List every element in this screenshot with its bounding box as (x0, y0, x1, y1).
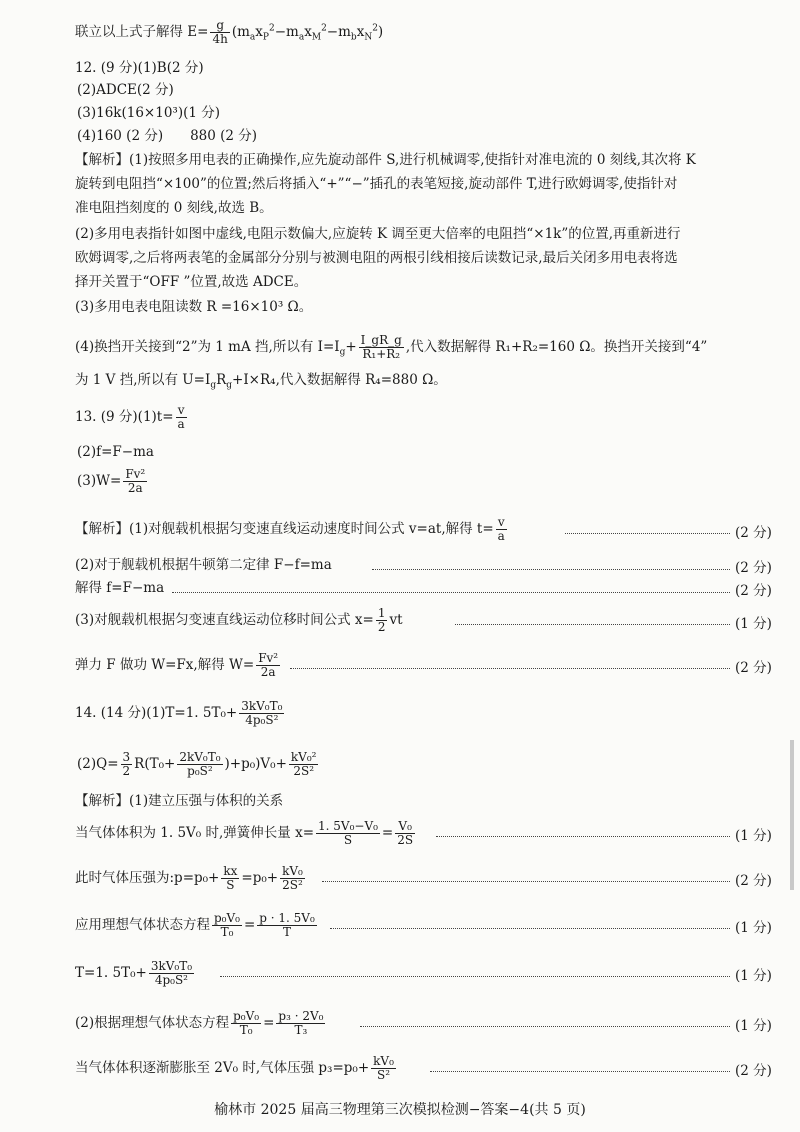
text: =p₀+ (241, 870, 279, 886)
q12-part4: (4)160 (2 分) 880 (2 分) (77, 128, 258, 144)
q13-analysis-5 (75, 652, 282, 679)
score: (2 分) (735, 873, 772, 889)
den: a (177, 417, 185, 431)
num: V₀ (395, 820, 415, 834)
den: 4h (212, 32, 228, 46)
num: 1 (377, 606, 386, 620)
num: kx (223, 864, 238, 878)
score: (1 分) (735, 828, 772, 844)
dot-leader (220, 976, 730, 977)
q12-analysis-3: 准电阻挡刻度的 0 刻线,故选 B。 (75, 200, 273, 216)
num: v (496, 516, 507, 530)
num: 3kV₀T₀ (150, 959, 193, 973)
den: 2S² (293, 764, 315, 778)
frac-kx-s (221, 865, 239, 892)
num: kV₀ (282, 864, 303, 878)
frac-pv-t (212, 912, 242, 939)
q13-analysis-2: (2)对于舰载机根据牛顿第二定律 F−f=ma (75, 557, 332, 573)
num: 1. 5V₀−V₀ (318, 819, 378, 833)
num: kV₀² (290, 750, 317, 764)
den: T (283, 925, 292, 939)
den: 2a (260, 665, 276, 679)
text: ,代入数据解得 R₁+R₂=160 Ω。换挡开关接到“4” (405, 339, 708, 355)
score: (2 分) (735, 1063, 772, 1079)
den: R₁+R₂ (362, 347, 401, 361)
dot-leader (372, 569, 730, 570)
den: 2S (397, 833, 414, 847)
q12-analysis-6: 择开关置于“OFF ”位置,故选 ADCE。 (75, 274, 308, 290)
num: g (210, 19, 229, 33)
text: 14. (14 分)(1)T=1. 5T₀+ (75, 705, 238, 721)
q12-analysis-8: (4)换挡开关接到“2”为 1 mA 挡,所以有 $I=I_g+$ $\frac{I\_gR\_g}{\text{R₁+R₂}}$ ,代入数据解得 R₁+R₂=160 Ω。换挡开关接到“4” (75, 333, 708, 361)
frac-v-a (496, 516, 507, 543)
q14-analysis-2: 当气体体积为 1. 5V₀ 时,弹簧伸长量 x= $\frac{\text{1. 5V₀−V₀}}{S}$ = $\frac{\text{V₀}}{2S}$ (75, 819, 414, 847)
dot-leader (290, 668, 730, 669)
text: 为 1 V 挡,所以有 U=I (75, 372, 211, 388)
frac-p15-t (257, 912, 317, 939)
q12-header: 12. (9 分)(1)B(2 分) (75, 60, 204, 76)
num: p · 1. 5V₀ (259, 911, 315, 925)
q14-analysis-1: 【解析】(1)建立压强与体积的关系 (75, 793, 284, 809)
text: (2)Q= (77, 756, 119, 772)
frac-kv-2s2 (280, 865, 305, 892)
dot-leader (172, 592, 730, 593)
q12-analysis-7: (3)多用电表电阻读数 R =16×10³ Ω。 (75, 299, 313, 315)
den: S (226, 878, 235, 892)
text: x (255, 24, 263, 40)
text: (2)根据理想气体状态方程 (75, 1015, 230, 1031)
q11-conclusion: 联立以上式子解得 E= $\frac{g}{4h}$ $(m_ax_P^2-m_ax_M^2-m_bx_N^2)$ (75, 18, 384, 46)
den: p₀S² (187, 764, 213, 778)
text: (3)对舰载机根据匀变速直线运动位移时间公式 x= (75, 612, 374, 628)
q14-part2 (77, 751, 320, 778)
q14-analysis-3 (75, 865, 307, 892)
frac-fv2-2a (123, 468, 147, 495)
den: S (343, 833, 353, 847)
frac-ir (359, 334, 404, 361)
num: p₀V₀ (214, 911, 240, 925)
q12-analysis-9: 为 1 V 挡,所以有 $U=I_gR_g+I\times R_4$,代入数据解得 R₄=880 Ω。 (75, 372, 447, 391)
frac-3kvt (149, 960, 194, 987)
frac-x (316, 820, 380, 847)
den: T₃ (294, 1023, 308, 1037)
dot-leader (430, 1071, 730, 1072)
den: T₀ (239, 1023, 253, 1037)
q13-part3 (77, 468, 149, 495)
text: 此时气体压强为:p=p₀+ (75, 870, 220, 886)
text: T=1. 5T₀+ (75, 965, 147, 981)
text: (4)换挡开关接到“2”为 1 mA 挡,所以有 I=I (75, 339, 340, 355)
q13-header (75, 404, 189, 431)
num: 2kV₀T₀ (179, 750, 221, 764)
score: (2 分) (735, 560, 772, 576)
score: (1 分) (735, 920, 772, 936)
frac-fv2-2a (256, 652, 280, 679)
q14-header (75, 700, 286, 727)
num: 3kV₀T₀ (241, 699, 283, 713)
dot-leader (436, 836, 730, 837)
text: 联立以上式子解得 E= (75, 24, 209, 40)
num: 3 (122, 750, 131, 764)
den: 2 (122, 764, 131, 778)
num: p₀V₀ (233, 1009, 260, 1023)
q12-part3: (3)16k(16×10³)(1 分) (77, 105, 221, 121)
score: (1 分) (735, 1018, 772, 1034)
q12-analysis-4: (2)多用电表指针如图中虚线,电阻示数偏大,应旋转 K 调至更大倍率的电阻挡“×1k”的位置,再重新进行 (75, 226, 681, 242)
num: Fv² (258, 651, 279, 665)
q13-analysis-4: (3)对舰载机根据匀变速直线运动位移时间公式 x= $\frac{1}{2}$ vt (75, 606, 403, 634)
den: 4p₀S² (245, 713, 279, 727)
den: 2S² (282, 878, 303, 892)
text: R(T₀+ (134, 756, 176, 772)
den: T₀ (220, 925, 234, 939)
frac-kv2 (289, 751, 319, 778)
frac-g-4h (210, 19, 229, 46)
num: v (176, 404, 187, 418)
q13-part2: (2)f=F−ma (77, 444, 154, 460)
frac-2kvt (177, 751, 222, 778)
num: Fv² (125, 467, 146, 481)
num: kV₀ (373, 1054, 394, 1068)
q12-analysis-2: 旋转到电阻挡“×100”的位置;然后将插入“+”“−”插孔的表笔短接,旋动部件 T,进行欧姆调零,使指针对 (75, 176, 678, 192)
dot-leader (330, 928, 730, 929)
frac-3-2 (121, 751, 133, 778)
frac-p3-t3 (276, 1010, 325, 1037)
num: p₃ · 2V₀ (278, 1009, 324, 1023)
den: 2a (127, 481, 143, 495)
q12-analysis-5: 欧姆调零,之后将两表笔的金属部分分别与被测电阻的两根引线相接后读数记录,最后关闭多用电表将选 (75, 250, 678, 266)
frac-v-2s (395, 820, 415, 847)
den: 4p₀S² (154, 973, 188, 987)
text: )+p₀)V₀+ (224, 756, 287, 772)
frac-kv-s2 (371, 1055, 396, 1082)
dot-leader (565, 533, 730, 534)
dot-leader (455, 624, 730, 625)
q13-analysis-1 (75, 516, 509, 543)
text: +I×R₄,代入数据解得 R₄=880 Ω。 (232, 372, 447, 388)
page-footer: 榆林市 2025 届高三物理第三次模拟检测−答案−4(共 5 页) (214, 1102, 586, 1118)
frac-v-a (176, 404, 187, 431)
den: a (497, 529, 505, 543)
text: (3)W= (77, 473, 122, 489)
score: (2 分) (735, 583, 772, 599)
q12-analysis-1: 【解析】(1)按照多用电表的正确操作,应先旋动部件 S,进行机械调零,使指针对准电流的 0 刻线,其次将 K (75, 152, 696, 168)
q13-analysis-3: 解得 f=F−ma (75, 580, 165, 596)
text: 弹力 F 做功 W=Fx,解得 W= (75, 657, 255, 673)
score: (2 分) (735, 525, 772, 541)
dot-leader (360, 1026, 730, 1027)
q14-analysis-6: (2)根据理想气体状态方程 $\frac{\text{p₀V₀}}{\text{T₀}}$ = $\frac{\text{p₃ · 2V₀}}{\text{T₃}}$ (75, 1009, 324, 1037)
score: (1 分) (735, 616, 772, 632)
den: S² (377, 1068, 391, 1082)
num: I_gR_g (360, 333, 402, 347)
text: (m (231, 24, 250, 40)
frac-half (376, 607, 388, 634)
score: (2 分) (735, 660, 772, 676)
text: 应用理想气体状态方程 (75, 917, 210, 933)
q12-part2: (2)ADCE(2 分) (77, 82, 174, 98)
q14-analysis-7 (75, 1055, 398, 1082)
q14-analysis-5 (75, 960, 196, 987)
text: 当气体体积为 1. 5V₀ 时,弹簧伸长量 x= (75, 825, 315, 841)
text: 【解析】(1)对舰载机根据匀变速直线运动速度时间公式 v=at,解得 t= (75, 521, 494, 537)
dot-leader (322, 881, 730, 882)
text: 当气体体积逐渐膨胀至 2V₀ 时,气体压强 p₃=p₀+ (75, 1060, 370, 1076)
text: 13. (9 分)(1)t= (75, 409, 174, 425)
score: (1 分) (735, 968, 772, 984)
frac-3kvt (239, 700, 284, 727)
page-edge-shadow (790, 740, 794, 890)
q14-analysis-4: 应用理想气体状态方程 $\frac{\text{p₀V₀}}{\text{T₀}}$ = $\frac{\text{p · 1. 5V₀}}{T}$ (75, 911, 315, 939)
den: 2 (377, 620, 386, 634)
text: R (216, 372, 227, 388)
frac-pv-t (231, 1010, 261, 1037)
